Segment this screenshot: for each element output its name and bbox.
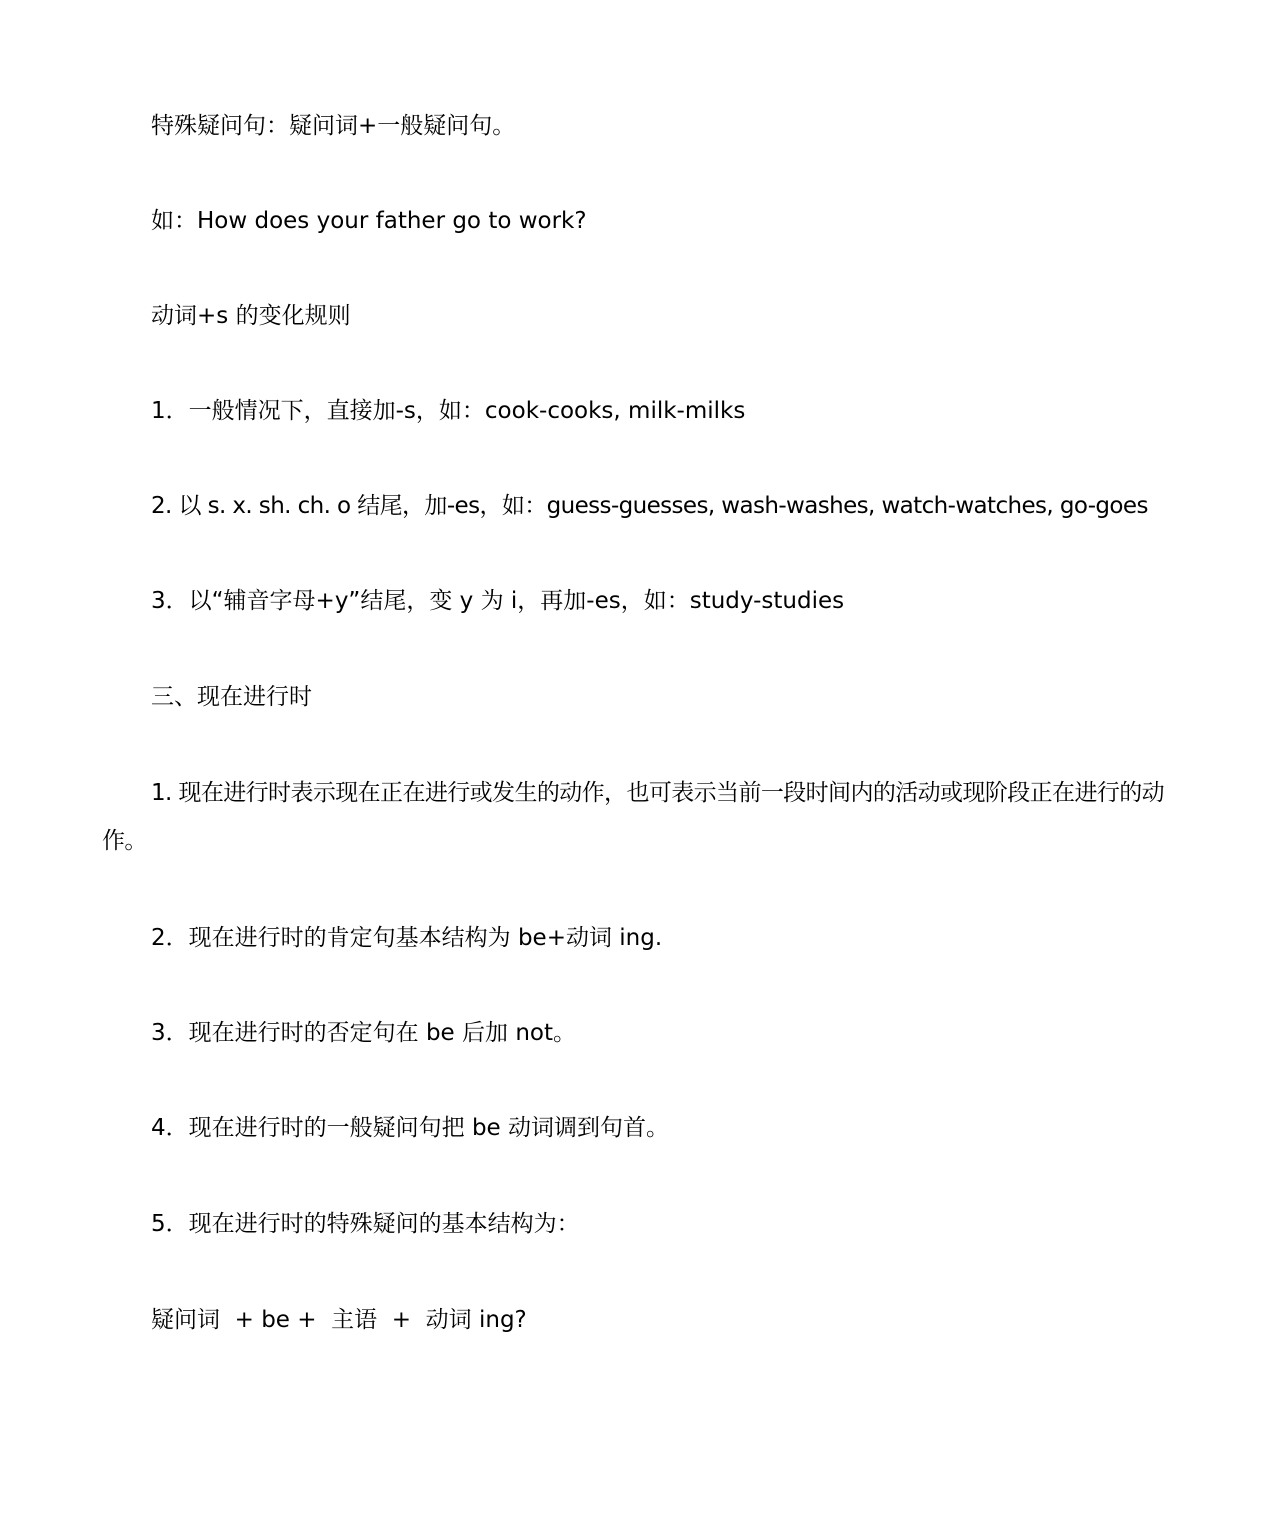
paragraph-example-how: 如：How does your father go to work? <box>151 208 587 234</box>
paragraph-present-continuous-1: 1. 现在进行时表示现在正在进行或发生的动作，也可表示当前一段时间内的活动或现阶段正在进行的动作。 <box>102 780 1165 854</box>
paragraph-rule-3: 3．以“辅音字母+y”结尾，变 y 为 i，再加-es，如：study-studies <box>151 588 845 614</box>
paragraph-present-continuous-2: 2．现在进行时的肯定句基本结构为 be+动词 ing. <box>151 925 663 951</box>
paragraph-present-continuous-5: 5．现在进行时的特殊疑问的基本结构为： <box>151 1211 580 1237</box>
paragraph-structure-formula: 疑问词 + be + 主语 + 动词 ing? <box>151 1307 527 1333</box>
section-heading-present-continuous: 三、现在进行时 <box>151 684 312 710</box>
paragraph-rule-2: 2. 以 s. x. sh. ch. o 结尾，加-es，如：guess-guesses, wash-washes, watch-watches, go-goes <box>151 493 1148 519</box>
paragraph-present-continuous-4: 4．现在进行时的一般疑问句把 be 动词调到句首。 <box>151 1115 670 1141</box>
paragraph-rule-1: 1．一般情况下，直接加-s，如：cook-cooks, milk-milks <box>151 398 746 424</box>
paragraph-special-question: 特殊疑问句：疑问词+一般疑问句。 <box>151 113 516 139</box>
paragraph-present-continuous-3: 3．现在进行时的否定句在 be 后加 not。 <box>151 1020 576 1046</box>
paragraph-verb-s-rules-heading: 动词+s 的变化规则 <box>151 303 351 329</box>
